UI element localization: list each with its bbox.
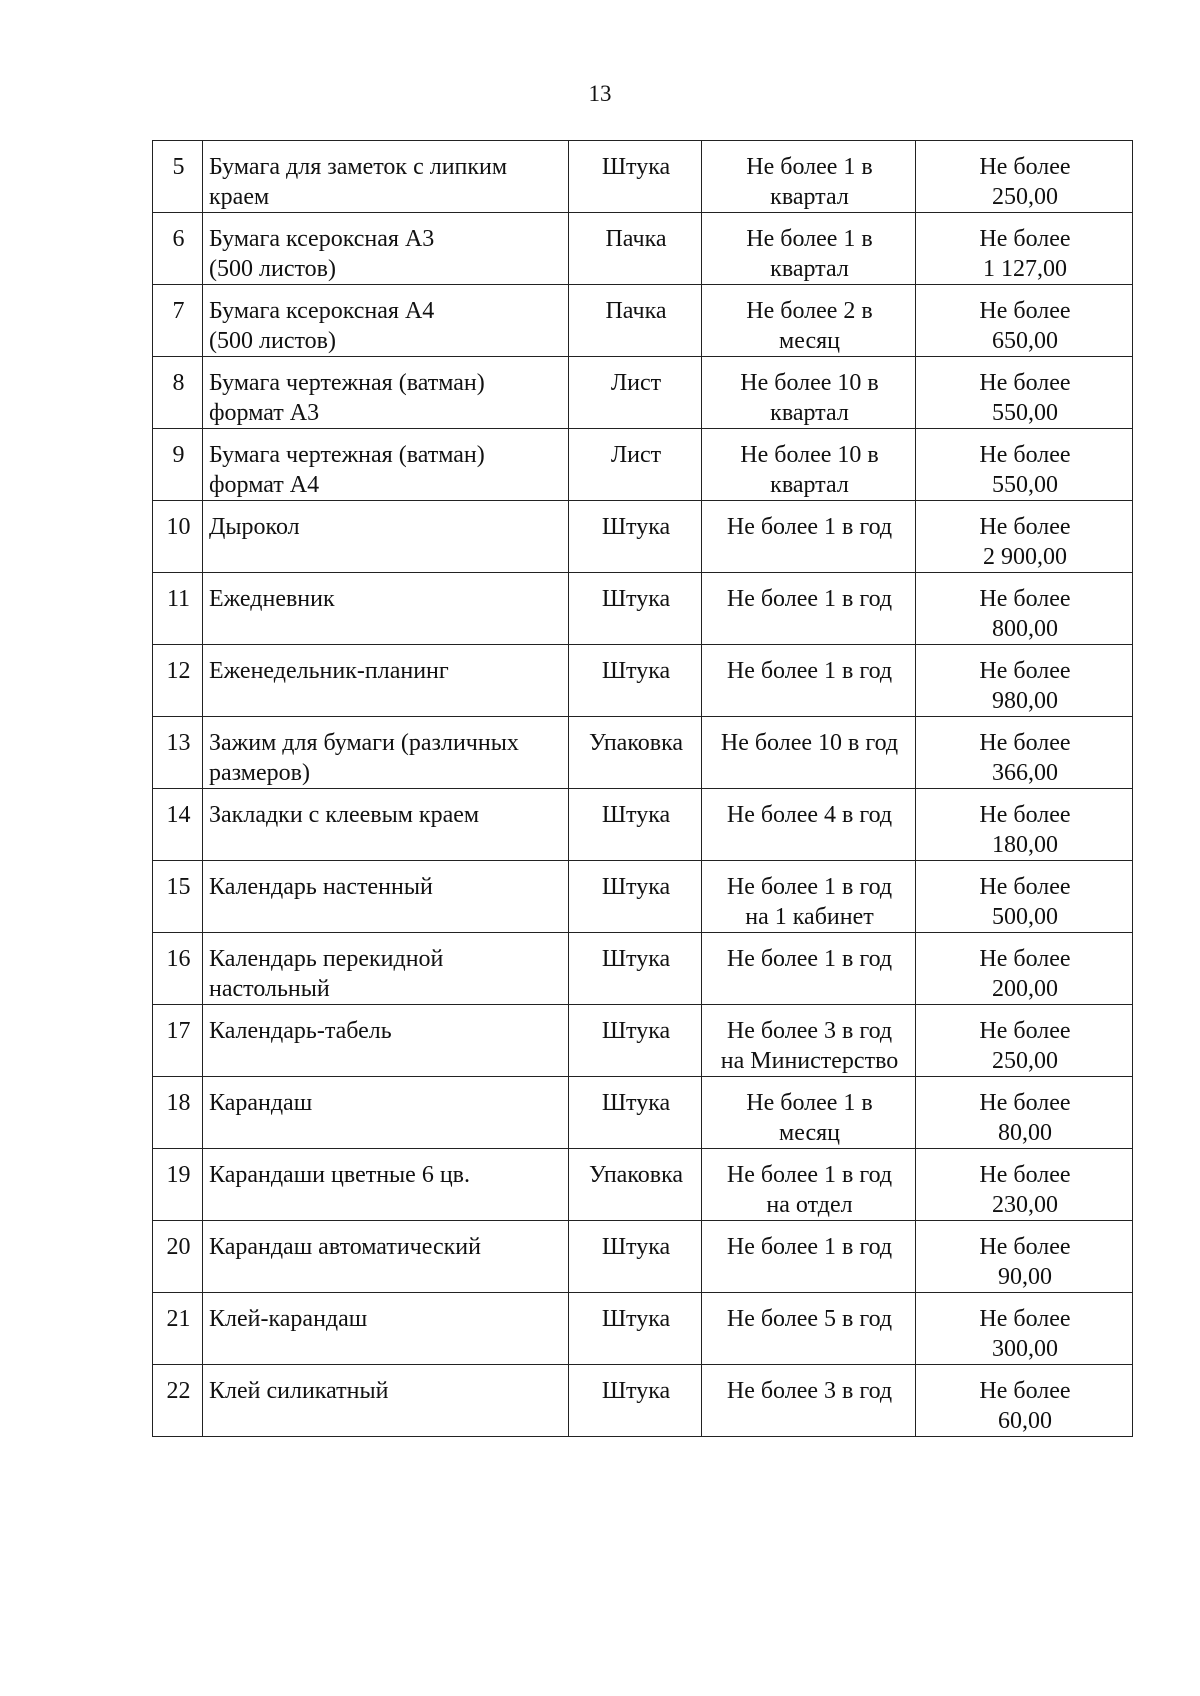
price-line: 300,00 xyxy=(992,1336,1058,1362)
item-name-line: Еженедельник-планинг xyxy=(209,658,449,684)
quantity-line: Не более 1 в xyxy=(746,1090,873,1116)
row-number-cell: 10 xyxy=(153,501,203,573)
page-number: 13 xyxy=(588,81,612,106)
item-name-line: (500 листов) xyxy=(209,256,336,282)
item-name-line: Календарь перекидной xyxy=(209,946,444,972)
price-line: Не более xyxy=(979,1162,1071,1188)
item-name-cell xyxy=(203,573,569,645)
item-name-line: Бумага чертежная (ватман) xyxy=(209,442,485,468)
row-number-cell: 22 xyxy=(153,1365,203,1437)
price-cell xyxy=(916,285,1133,357)
quantity-line: на Министерство xyxy=(720,1048,899,1074)
row-number-cell: 20 xyxy=(153,1221,203,1293)
quantity-cell xyxy=(702,789,916,861)
quantity-cell xyxy=(702,1077,916,1149)
table-row xyxy=(153,933,1133,1005)
item-name-cell xyxy=(203,285,569,357)
price-line: 980,00 xyxy=(992,688,1058,714)
price-cell xyxy=(916,213,1133,285)
price-cell xyxy=(916,573,1133,645)
unit-cell: Лист xyxy=(569,429,702,501)
price-line: 800,00 xyxy=(992,616,1058,642)
quantity-cell xyxy=(702,933,916,1005)
item-name-line: Закладки с клеевым краем xyxy=(209,802,480,828)
quantity-line: на отдел xyxy=(766,1192,853,1218)
item-name-line: Клей силикатный xyxy=(209,1378,389,1404)
quantity-cell xyxy=(702,357,916,429)
price-cell xyxy=(916,501,1133,573)
price-cell xyxy=(916,141,1133,213)
row-number-cell: 11 xyxy=(153,573,203,645)
item-name-line: Бумага ксероксная А3 xyxy=(209,226,435,252)
quantity-cell xyxy=(702,1293,916,1365)
quantity-cell xyxy=(702,573,916,645)
item-name-line: Бумага ксероксная А4 xyxy=(209,298,435,324)
price-line: Не более xyxy=(979,298,1071,324)
price-line: Не более xyxy=(979,1090,1071,1116)
item-name-cell xyxy=(203,429,569,501)
item-name-cell xyxy=(203,213,569,285)
unit-cell: Штука xyxy=(569,1005,702,1077)
price-cell xyxy=(916,1365,1133,1437)
unit-cell: Штука xyxy=(569,1365,702,1437)
unit-cell: Штука xyxy=(569,645,702,717)
unit-cell: Штука xyxy=(569,861,702,933)
item-name-cell xyxy=(203,645,569,717)
unit-cell: Штука xyxy=(569,1221,702,1293)
price-line: 500,00 xyxy=(992,904,1058,930)
table-row xyxy=(153,789,1133,861)
unit-cell: Пачка xyxy=(569,285,702,357)
item-name-line: Календарь настенный xyxy=(209,874,433,900)
quantity-cell xyxy=(702,141,916,213)
row-number-cell: 15 xyxy=(153,861,203,933)
price-line: Не более xyxy=(979,514,1071,540)
price-line: 2 900,00 xyxy=(983,544,1067,570)
price-line: 200,00 xyxy=(992,976,1058,1002)
row-number-cell: 12 xyxy=(153,645,203,717)
table-row xyxy=(153,1221,1133,1293)
price-line: Не более xyxy=(979,226,1071,252)
quantity-line: Не более 2 в xyxy=(746,298,873,324)
quantity-line: Не более 3 в год xyxy=(726,1378,893,1404)
unit-cell: Штука xyxy=(569,141,702,213)
quantity-line: квартал xyxy=(770,184,849,210)
quantity-line: квартал xyxy=(770,400,849,426)
table-row xyxy=(153,429,1133,501)
item-name-line: размеров) xyxy=(209,760,310,786)
row-number-cell: 8 xyxy=(153,357,203,429)
item-name-line: Ежедневник xyxy=(209,586,335,612)
table-row xyxy=(153,501,1133,573)
price-cell xyxy=(916,717,1133,789)
unit-cell: Штука xyxy=(569,1293,702,1365)
table-row xyxy=(153,645,1133,717)
item-name-cell xyxy=(203,1077,569,1149)
unit-cell: Штука xyxy=(569,501,702,573)
item-name-line: краем xyxy=(209,184,270,210)
quantity-line: Не более 1 в год xyxy=(726,658,893,684)
item-name-line: Бумага чертежная (ватман) xyxy=(209,370,485,396)
supplies-table xyxy=(152,140,1133,1437)
price-line: Не более xyxy=(979,1306,1071,1332)
price-line: 90,00 xyxy=(998,1264,1052,1290)
quantity-line: Не более 1 в год xyxy=(726,1162,893,1188)
price-line: Не более xyxy=(979,946,1071,972)
quantity-line: Не более 1 в год xyxy=(726,514,893,540)
table-row xyxy=(153,357,1133,429)
quantity-line: Не более 1 в xyxy=(746,226,873,252)
item-name-cell xyxy=(203,501,569,573)
quantity-line: квартал xyxy=(770,256,849,282)
item-name-cell xyxy=(203,1005,569,1077)
item-name-line: (500 листов) xyxy=(209,328,336,354)
price-line: 550,00 xyxy=(992,472,1058,498)
price-cell xyxy=(916,1149,1133,1221)
row-number-cell: 21 xyxy=(153,1293,203,1365)
item-name-line: Карандаш автоматический xyxy=(209,1234,481,1260)
price-cell xyxy=(916,933,1133,1005)
table-body xyxy=(153,141,1133,1437)
quantity-line: месяц xyxy=(779,1120,840,1146)
row-number-cell: 13 xyxy=(153,717,203,789)
quantity-line: Не более 10 в xyxy=(740,442,879,468)
item-name-cell xyxy=(203,933,569,1005)
row-number-cell: 7 xyxy=(153,285,203,357)
quantity-line: Не более 1 в год xyxy=(726,874,893,900)
price-cell xyxy=(916,1293,1133,1365)
quantity-line: Не более 1 в год xyxy=(726,946,893,972)
quantity-line: Не более 1 в год xyxy=(726,586,893,612)
item-name-line: Клей-карандаш xyxy=(209,1306,368,1332)
item-name-line: настольный xyxy=(209,976,330,1002)
row-number-cell: 9 xyxy=(153,429,203,501)
price-cell xyxy=(916,357,1133,429)
unit-cell: Пачка xyxy=(569,213,702,285)
table-row xyxy=(153,1293,1133,1365)
quantity-cell xyxy=(702,645,916,717)
item-name-line: Зажим для бумаги (различных xyxy=(209,730,519,756)
price-cell xyxy=(916,429,1133,501)
item-name-cell xyxy=(203,357,569,429)
quantity-cell xyxy=(702,285,916,357)
price-line: 60,00 xyxy=(998,1408,1052,1434)
item-name-cell xyxy=(203,141,569,213)
quantity-cell xyxy=(702,213,916,285)
quantity-cell xyxy=(702,429,916,501)
price-line: Не более xyxy=(979,1378,1071,1404)
unit-cell: Штука xyxy=(569,933,702,1005)
row-number-cell: 16 xyxy=(153,933,203,1005)
table-row xyxy=(153,1365,1133,1437)
table-row xyxy=(153,1149,1133,1221)
price-line: 366,00 xyxy=(992,760,1058,786)
item-name-cell xyxy=(203,789,569,861)
price-line: Не более xyxy=(979,874,1071,900)
price-cell xyxy=(916,1077,1133,1149)
price-line: Не более xyxy=(979,1234,1071,1260)
unit-cell: Штука xyxy=(569,573,702,645)
price-line: 250,00 xyxy=(992,184,1058,210)
price-line: Не более xyxy=(979,658,1071,684)
price-line: 80,00 xyxy=(998,1120,1052,1146)
quantity-cell xyxy=(702,861,916,933)
table-row xyxy=(153,717,1133,789)
price-line: 230,00 xyxy=(992,1192,1058,1218)
unit-cell: Упаковка xyxy=(569,717,702,789)
table-row xyxy=(153,1077,1133,1149)
price-cell xyxy=(916,1005,1133,1077)
unit-cell: Штука xyxy=(569,789,702,861)
row-number-cell: 18 xyxy=(153,1077,203,1149)
price-line: Не более xyxy=(979,586,1071,612)
price-line: 1 127,00 xyxy=(983,256,1067,282)
price-line: Не более xyxy=(979,730,1071,756)
unit-cell: Лист xyxy=(569,357,702,429)
row-number-cell: 14 xyxy=(153,789,203,861)
item-name-line: Календарь-табель xyxy=(209,1018,392,1044)
item-name-cell xyxy=(203,1293,569,1365)
quantity-cell xyxy=(702,1149,916,1221)
item-name-line: Бумага для заметок с липким xyxy=(209,154,508,180)
price-line: Не более xyxy=(979,802,1071,828)
quantity-line: Не более 3 в год xyxy=(726,1018,893,1044)
quantity-line: Не более 4 в год xyxy=(726,802,893,828)
item-name-line: Дырокол xyxy=(209,514,300,540)
price-line: 180,00 xyxy=(992,832,1058,858)
item-name-line: Карандаши цветные 6 цв. xyxy=(209,1162,470,1188)
price-line: Не более xyxy=(979,1018,1071,1044)
price-line: Не более xyxy=(979,154,1071,180)
item-name-line: формат А4 xyxy=(209,472,320,498)
price-line: 550,00 xyxy=(992,400,1058,426)
table-row xyxy=(153,861,1133,933)
price-cell xyxy=(916,789,1133,861)
row-number-cell: 17 xyxy=(153,1005,203,1077)
item-name-cell xyxy=(203,1221,569,1293)
item-name-cell xyxy=(203,1149,569,1221)
table-row xyxy=(153,141,1133,213)
quantity-cell xyxy=(702,717,916,789)
table-row xyxy=(153,213,1133,285)
row-number-cell: 19 xyxy=(153,1149,203,1221)
item-name-cell xyxy=(203,1365,569,1437)
quantity-cell xyxy=(702,1221,916,1293)
quantity-line: Не более 10 в год xyxy=(720,730,899,756)
price-line: 250,00 xyxy=(992,1048,1058,1074)
quantity-line: Не более 1 в xyxy=(746,154,873,180)
price-line: Не более xyxy=(979,370,1071,396)
item-name-line: Карандаш xyxy=(209,1090,313,1116)
quantity-cell xyxy=(702,501,916,573)
price-cell xyxy=(916,645,1133,717)
price-line: 650,00 xyxy=(992,328,1058,354)
item-name-cell xyxy=(203,861,569,933)
quantity-line: месяц xyxy=(779,328,840,354)
quantity-line: на 1 кабинет xyxy=(745,904,874,930)
price-cell xyxy=(916,861,1133,933)
unit-cell: Упаковка xyxy=(569,1149,702,1221)
row-number-cell: 6 xyxy=(153,213,203,285)
quantity-line: Не более 10 в xyxy=(740,370,879,396)
price-line: Не более xyxy=(979,442,1071,468)
quantity-cell xyxy=(702,1365,916,1437)
item-name-line: формат А3 xyxy=(209,400,320,426)
quantity-cell xyxy=(702,1005,916,1077)
quantity-line: Не более 1 в год xyxy=(726,1234,893,1260)
table-row xyxy=(153,573,1133,645)
price-cell xyxy=(916,1221,1133,1293)
table-row xyxy=(153,1005,1133,1077)
quantity-line: квартал xyxy=(770,472,849,498)
quantity-line: Не более 5 в год xyxy=(726,1306,893,1332)
unit-cell: Штука xyxy=(569,1077,702,1149)
table-row xyxy=(153,285,1133,357)
item-name-cell xyxy=(203,717,569,789)
row-number-cell: 5 xyxy=(153,141,203,213)
